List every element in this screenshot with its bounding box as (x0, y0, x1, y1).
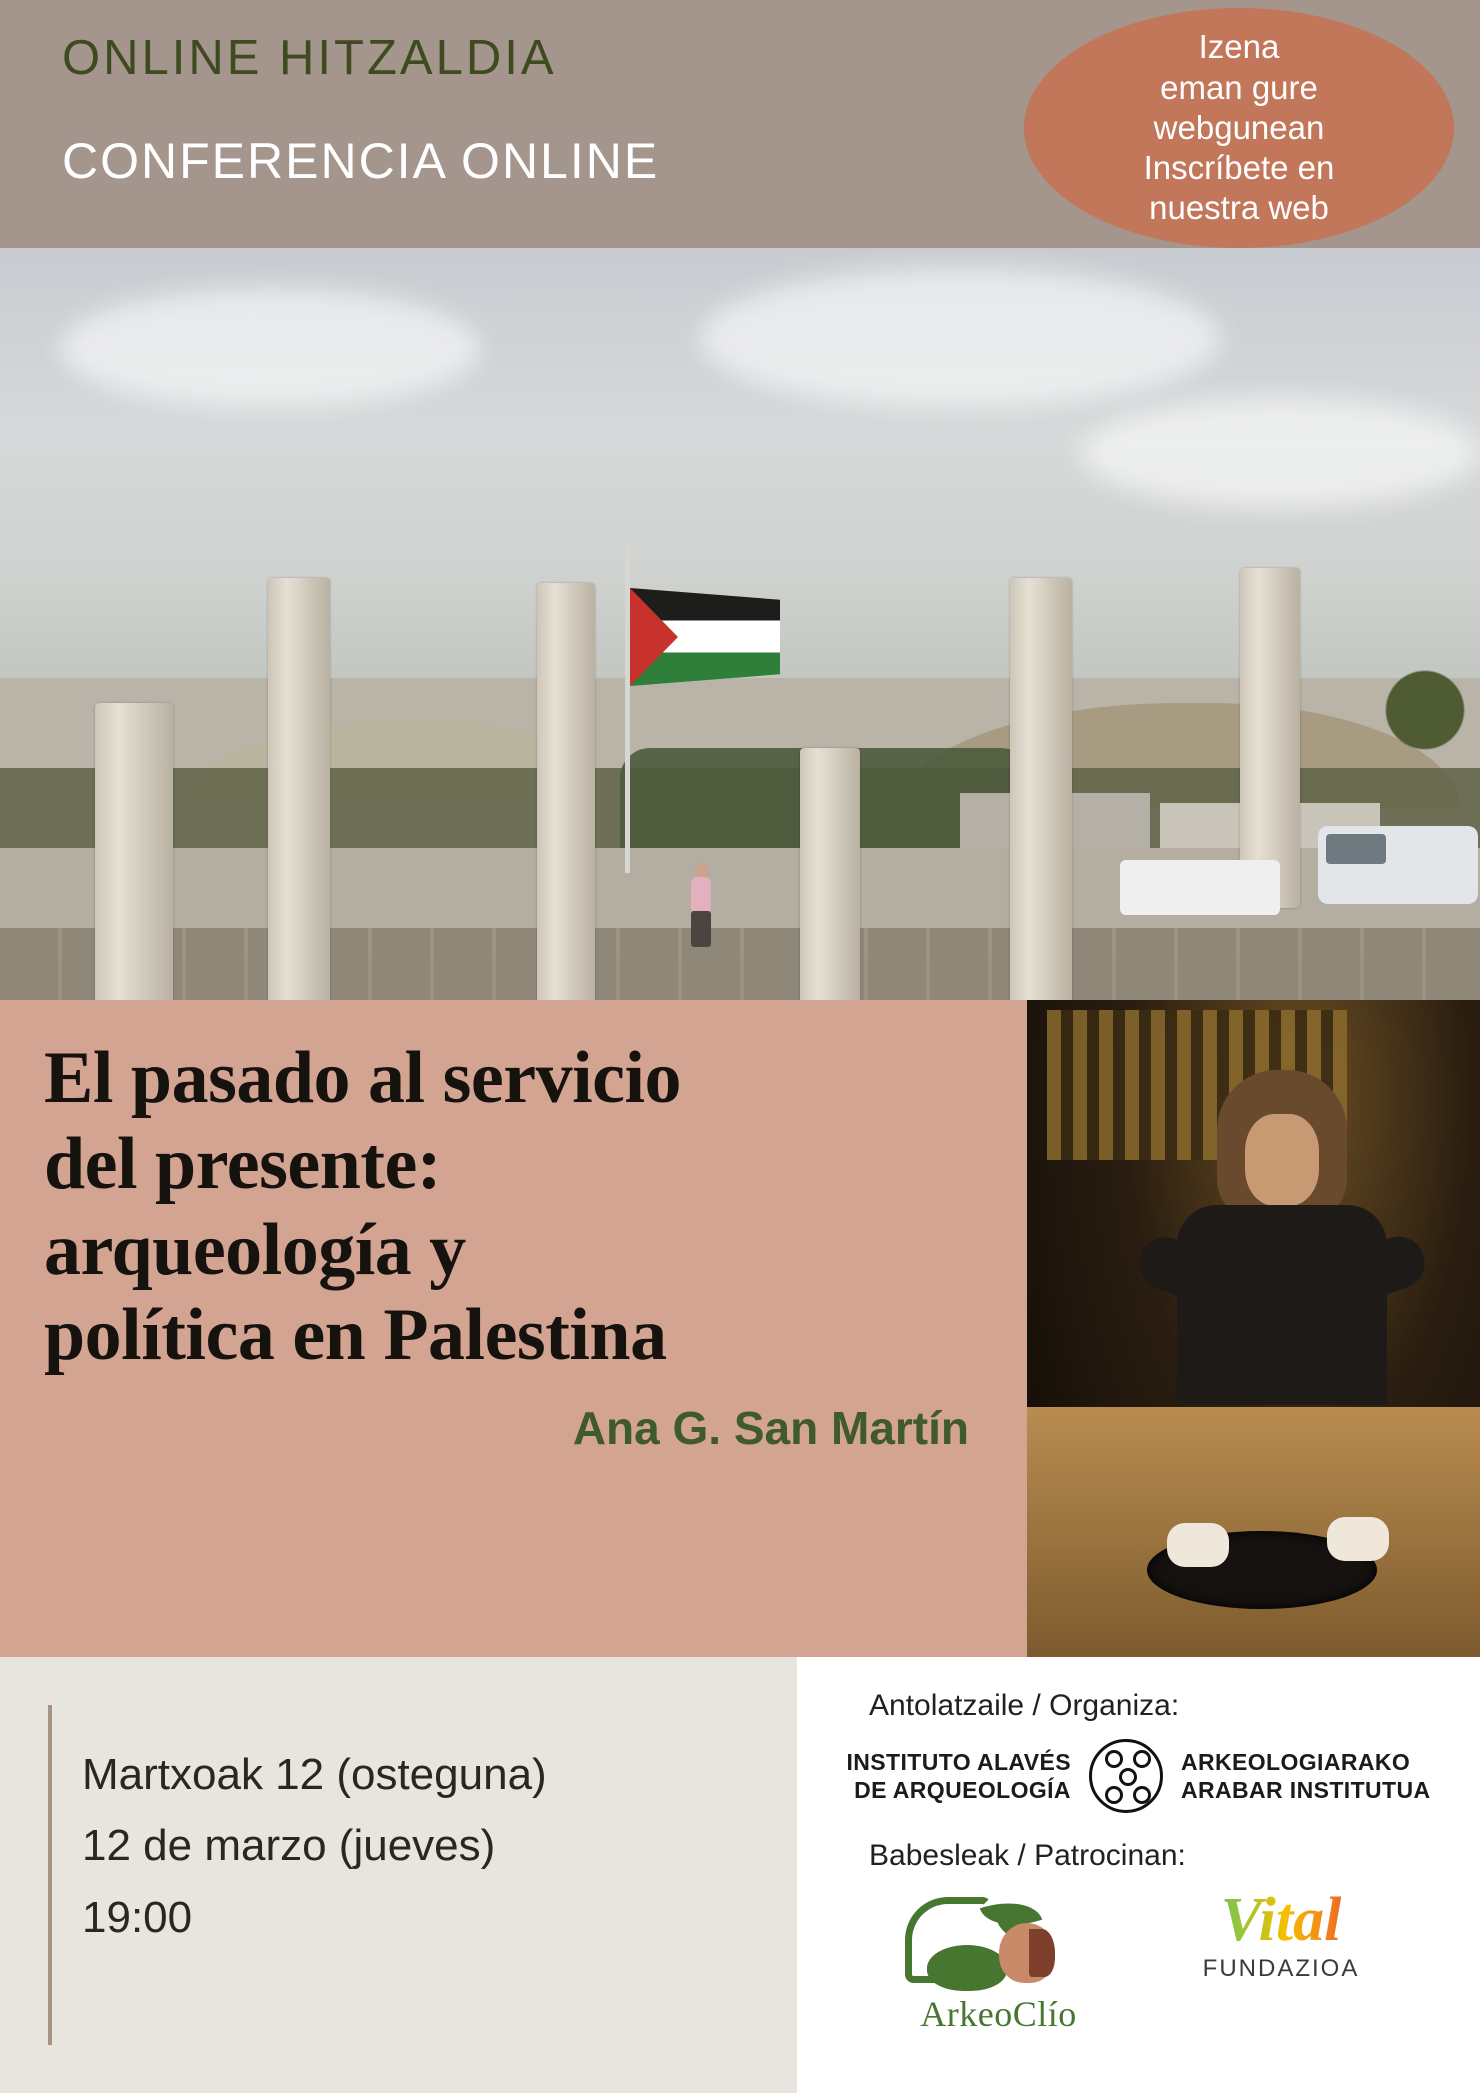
patron-label: Babesleak / Patrocinan: (869, 1839, 1186, 1872)
talk-title-line-2: del presente: (44, 1122, 441, 1205)
talk-title-line-3: arqueología y (44, 1208, 466, 1291)
pedestrian-legs (691, 911, 711, 947)
flag-pole (625, 543, 630, 873)
stone-column (1240, 568, 1300, 908)
event-date-block (0, 1657, 797, 2093)
face (1245, 1114, 1319, 1206)
glove (1167, 1523, 1229, 1567)
emblem-ring (1105, 1750, 1123, 1768)
event-date-text (82, 1739, 547, 1953)
organizer-name-spanish-line-1: INSTITUTO ALAVÉS (846, 1748, 1071, 1775)
stone-block (800, 748, 860, 1000)
badge-line-1: Izena (1198, 28, 1280, 66)
patron-logo-row (827, 1886, 1450, 2035)
stone-column (95, 703, 173, 1000)
institute-emblem-icon (1089, 1739, 1163, 1813)
archaeologist-figure (1147, 1070, 1397, 1450)
header-title-spanish: CONFERENCIA ONLINE (62, 133, 660, 189)
talk-title-line-1: El pasado al servicio (44, 1037, 682, 1119)
organizer-name-basque-line-2: ARABAR INSTITUTUA (1180, 1777, 1431, 1803)
badge-line-2: eman gure (1160, 68, 1318, 106)
emblem-ring (1133, 1750, 1151, 1768)
cloud (60, 288, 480, 408)
glove (1327, 1517, 1389, 1561)
archaeological-site-photo (0, 248, 1480, 1000)
stone-column (537, 583, 595, 1000)
talk-title-line-4: política en Palestina (44, 1294, 667, 1377)
sponsors-block (797, 1657, 1480, 2093)
header-title-basque: ONLINE HITZALDIA (62, 31, 557, 85)
palm-tree (1370, 658, 1480, 788)
stone-column (1010, 578, 1072, 1000)
stone-column (268, 578, 330, 1000)
arkeoclio-emblem-icon (891, 1889, 1106, 1993)
stone-wall (0, 928, 1480, 1000)
organizer-name-spanish (846, 1748, 1070, 1804)
organizer-name-spanish-line-2: DE ARQUEOLOGÍA (854, 1777, 1071, 1803)
event-date-basque: Martxoak 12 (osteguna) (82, 1750, 547, 1799)
emblem-ring (1105, 1786, 1123, 1804)
talk-title (44, 1036, 991, 1379)
cloud (700, 268, 1220, 408)
van-window (1326, 834, 1386, 864)
cloud (1080, 398, 1480, 508)
poster-header (0, 0, 1480, 248)
event-time: 19:00 (82, 1892, 193, 1942)
pedestrian-torso (691, 877, 711, 913)
arkeoclio-wordmark: ArkeoClío (920, 1994, 1077, 2034)
badge-line-3: webgunean (1153, 108, 1325, 146)
badge-line-4: Inscríbete en (1143, 149, 1335, 187)
talk-title-block (0, 1000, 1035, 1657)
event-date-spanish: 12 de marzo (jueves) (82, 1821, 496, 1871)
pedestrian (685, 863, 719, 955)
emblem-ring (1119, 1768, 1137, 1786)
vital-logo[interactable] (1176, 1886, 1386, 1983)
vertical-divider (48, 1705, 52, 2045)
emblem-ring (1133, 1786, 1151, 1804)
arkeoclio-logo[interactable] (891, 1889, 1106, 2035)
organizer-logo-row (827, 1739, 1450, 1813)
archaeologist-photo (1027, 1000, 1480, 1657)
organizer-name-basque (1181, 1748, 1431, 1804)
organizer-name-basque-line-1: ARKEOLOGIARAKO (1180, 1748, 1411, 1775)
vital-wordmark: Vital (1176, 1889, 1386, 1951)
pickup-truck (1120, 860, 1280, 915)
badge-line-5: nuestra web (1149, 189, 1329, 227)
head-profile-shape (999, 1923, 1055, 1983)
blob-shape (927, 1945, 1007, 1991)
speaker-name: Ana G. San Martín (572, 1402, 969, 1455)
registration-badge[interactable] (1024, 8, 1454, 248)
vital-subtitle: FUNDAZIOA (1202, 1955, 1360, 1982)
organizer-label: Antolatzaile / Organiza: (869, 1689, 1180, 1722)
